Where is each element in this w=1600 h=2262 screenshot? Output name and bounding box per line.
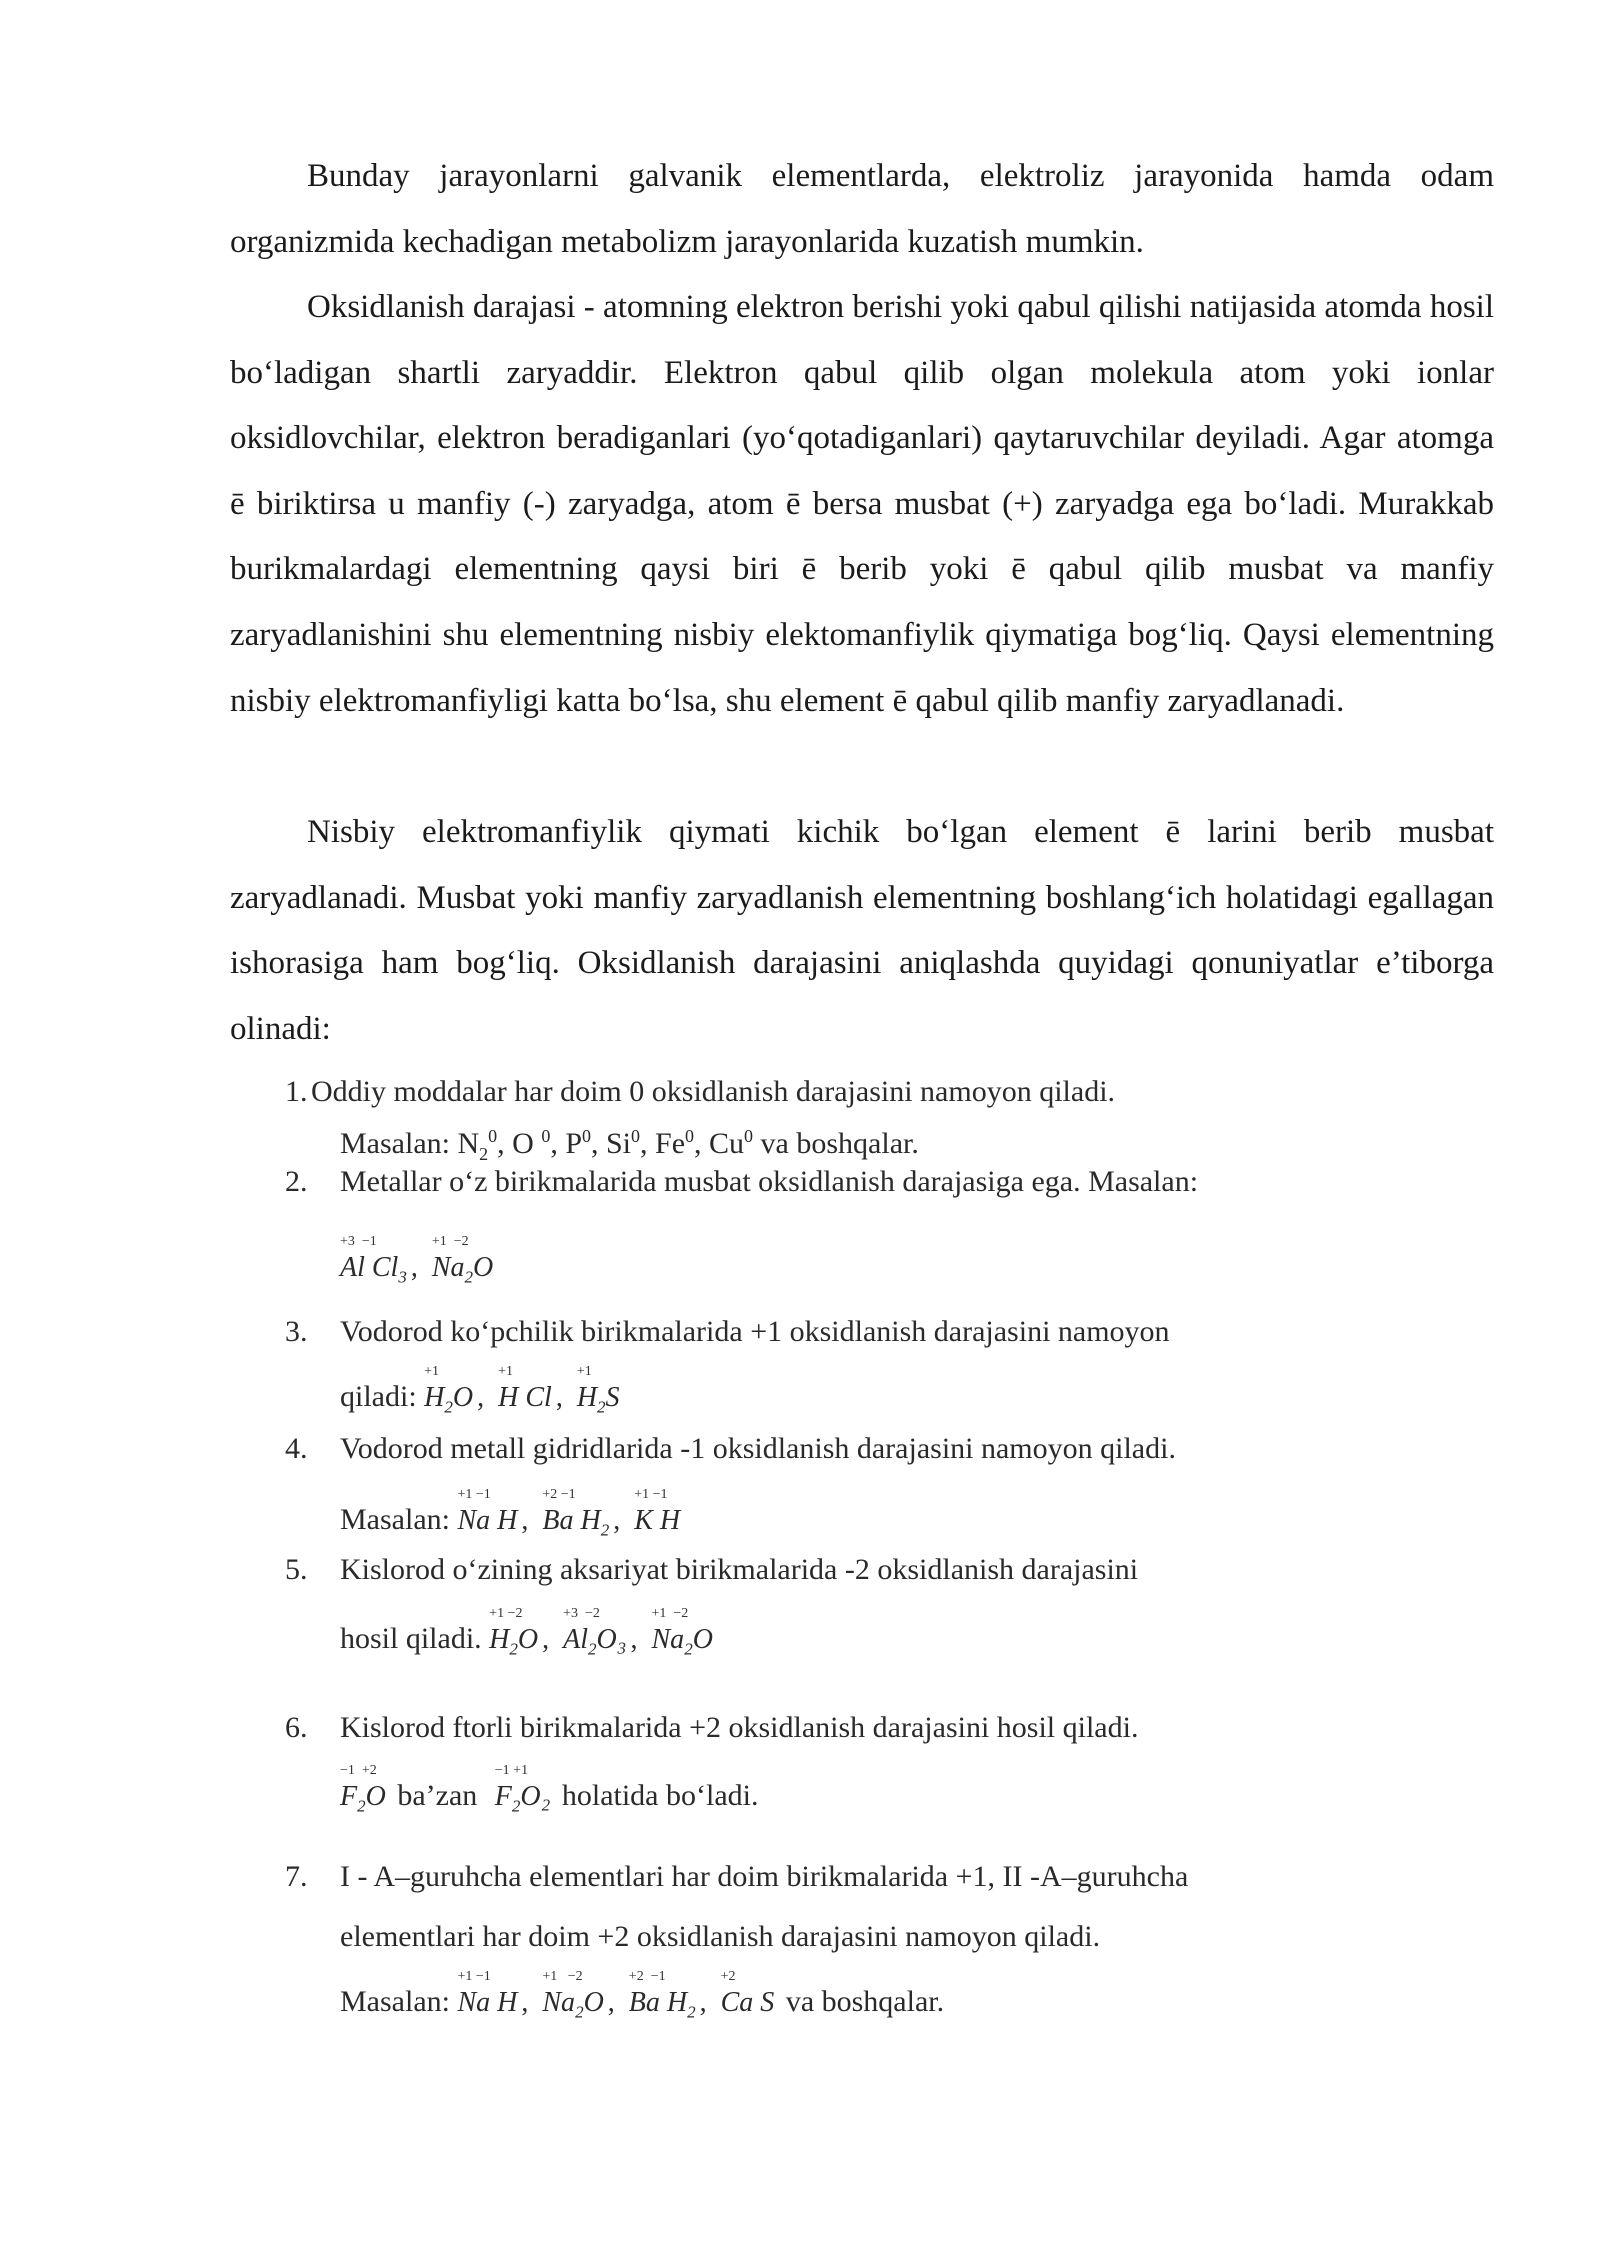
oxidation-states: +1 −2	[542, 1969, 583, 1984]
rule-text: Metallar o‘z birikmalarida musbat oksidlanish darajasiga ega. Masalan:	[340, 1165, 1199, 1198]
rule-number: 1.	[285, 1075, 308, 1108]
oxidation-states: +1	[424, 1364, 440, 1379]
oxidation-states: +1	[576, 1364, 592, 1379]
rule-text: Oddiy moddalar har doim 0 oksidlanish darajasini namoyon qiladi.	[311, 1075, 1116, 1108]
oxidation-states: +1 −1	[457, 1487, 491, 1502]
oxidation-states: +2 −1	[628, 1969, 666, 1984]
rule-7-line-2: elementlari har doim +2 oksidlanish darajasini namoyon qiladi.	[340, 1920, 1101, 1953]
element-symbol: O $^0$	[512, 1126, 551, 1160]
chemical-formula: +3 −2 $Al_2O_3$	[563, 1620, 626, 1670]
paragraph-1: Bunday jarayonlarni galvanik elementlarda, elektroliz jarayonida hamda odam organizmida kechadigan metabolizm jarayonlarida kuzatish mumkin.	[230, 158, 1494, 260]
rule-number: 3.	[285, 1315, 308, 1348]
rule-text: Kislorod o‘zining aksariyat birikmalarida -2 oksidlanish darajasini	[340, 1553, 1139, 1586]
rule-number: 6.	[285, 1711, 308, 1744]
chemical-formula: +1 −2 $Na_2O$	[542, 1983, 603, 2033]
rule-1-example: Masalan: $N_2^0$, O $^0$, $P^0$, Si$^0$, Fe$^0$, Cu$^0$ va boshqalar.	[340, 1126, 919, 1164]
chemical-formula: +1 −1 Na H	[457, 1501, 517, 1541]
rule-5-formulas: hosil qiladi. +1 −2 $H_2O$ , +3 −2 $Al_2O_3$ , +1 −2 $Na_2O$	[340, 1619, 717, 1670]
rule-text: I - A–guruhcha elementlari har doim birikmalarida +1, II -A–guruhcha	[340, 1860, 1189, 1893]
rule-6-formulas: −1 +2 $F_2O$ ba’zan −1 +1 $F_2O_2$ holatida bo‘ladi.	[340, 1776, 758, 1827]
chemical-formula: +1 $H_2S$	[577, 1378, 620, 1428]
oxidation-states: +1 −2	[651, 1606, 689, 1621]
chemical-formula: +1 $H_2O$	[424, 1378, 473, 1428]
oxidation-states: +2	[720, 1969, 736, 1984]
element-symbol: Si$^0$	[606, 1126, 641, 1160]
rule-number: 2.	[285, 1165, 308, 1198]
oxidation-states: +3 −2	[563, 1606, 600, 1621]
chemical-formula: +1 −2 $Na_2O$	[432, 1248, 493, 1298]
oxidation-states: +2 −1	[542, 1487, 576, 1502]
rule-number: 5.	[285, 1553, 308, 1586]
oxidation-states: −1 +2	[340, 1763, 377, 1778]
oxidation-states: +1 −2	[431, 1234, 469, 1249]
element-symbol: $P^0$	[565, 1126, 591, 1160]
chemical-formula: −1 +2 $F_2O$	[340, 1777, 386, 1827]
element-symbol: $N_2^0$	[457, 1126, 498, 1164]
element-symbol: Cu$^0$	[709, 1126, 754, 1160]
chemical-formula: +3 −1 Al $Cl_3$	[340, 1248, 407, 1298]
element-symbol: Fe$^0$	[655, 1126, 695, 1160]
rule-number: 7.	[285, 1860, 308, 1893]
oxidation-states: +3 −1	[340, 1234, 377, 1249]
rule-2-formulas: +3 −1 Al $Cl_3$ , +1 −2 $Na_2O$	[340, 1247, 497, 1298]
element-list: $N_2^0$, O $^0$, $P^0$, Si$^0$, Fe$^0$, Cu$^0$	[457, 1126, 754, 1164]
oxidation-states: +1 −2	[489, 1606, 523, 1621]
oxidation-states: +1 −1	[457, 1969, 491, 1984]
rule-text: Vodorod ko‘pchilik birikmalarida +1 oksidlanish darajasini namoyon	[340, 1315, 1170, 1348]
rule-3-formulas: qiladi: +1 $H_2O$ , +1 H Cl , +1 $H_2S$	[340, 1377, 624, 1428]
oxidation-states: +1 −1	[634, 1487, 668, 1502]
oxidation-states: −1 +1	[494, 1763, 529, 1778]
chemical-formula: +2 −1 Ba $H_2$	[629, 1983, 696, 2033]
paragraph-3: Nisbiy elektromanfiylik qiymati kichik bo‘lgan element ē larini berib musbat zaryadlanadi. Musbat yoki manfiy zaryadlanish elementning boshlang‘ich holatidagi egallagan ishorasiga ham bog‘liq. Oksidlanish darajasini aniqlashda quyidagi qonuniyatlar e’tiborga olinadi:	[230, 814, 1494, 1047]
chemical-formula: +2 Ca S	[721, 1983, 775, 2023]
chemical-formula: +1 H Cl	[498, 1378, 552, 1418]
chemical-formula: +1 −1 K H	[634, 1501, 680, 1541]
oxidation-states: +1	[498, 1364, 514, 1379]
chemical-formula: +1 −2 $H_2O$	[489, 1620, 538, 1670]
chemical-formula: +1 −1 Na H	[457, 1983, 517, 2023]
chemical-formula: +1 −2 $Na_2O$	[652, 1620, 713, 1670]
rule-number: 4.	[285, 1432, 308, 1465]
chemical-formula: +2 −1 Ba $H_2$	[542, 1501, 609, 1551]
rule-4-formulas: Masalan: +1 −1 Na H , +2 −1 Ba $H_2$ , +1 −1 K H	[340, 1500, 684, 1551]
rule-text: Kislorod ftorli birikmalarida +2 oksidlanish darajasini hosil qiladi.	[340, 1711, 1139, 1744]
rule-text: Vodorod metall gidridlarida -1 oksidlanish darajasini namoyon qiladi.	[340, 1432, 1176, 1465]
paragraph-2: Oksidlanish darajasi - atomning elektron berishi yoki qabul qilishi natijasida atomda hosil bo‘ladigan shartli zaryaddir. Elektron qabul qilib olgan molekula atom yoki ionlar oksidlovchilar, elektron beradiganlari (yo‘qotadiganlari) qaytaruvchilar deyiladi. Agar atomga ē biriktirsa u manfiy (-) zaryadga, atom ē bersa musbat (+) zaryadga ega bo‘ladi. Murakkab burikmalardagi elementning qaysi biri ē berib yoki ē qabul qilib musbat va manfiy zaryadlanishini shu elementning nisbiy elektomanfiylik qiymatiga bog‘liq. Qaysi elementning nisbiy elektromanfiyligi katta bo‘lsa, shu element ē qabul qilib manfiy zaryadlanadi.	[230, 289, 1494, 719]
chemical-formula: −1 +1 $F_2O_2$	[495, 1777, 551, 1827]
rule-7-formulas: Masalan: +1 −1 Na H , +1 −2 $Na_2O$ , +2 −1 Ba $H_2$ , +2 Ca S va boshqalar.	[340, 1982, 944, 2033]
